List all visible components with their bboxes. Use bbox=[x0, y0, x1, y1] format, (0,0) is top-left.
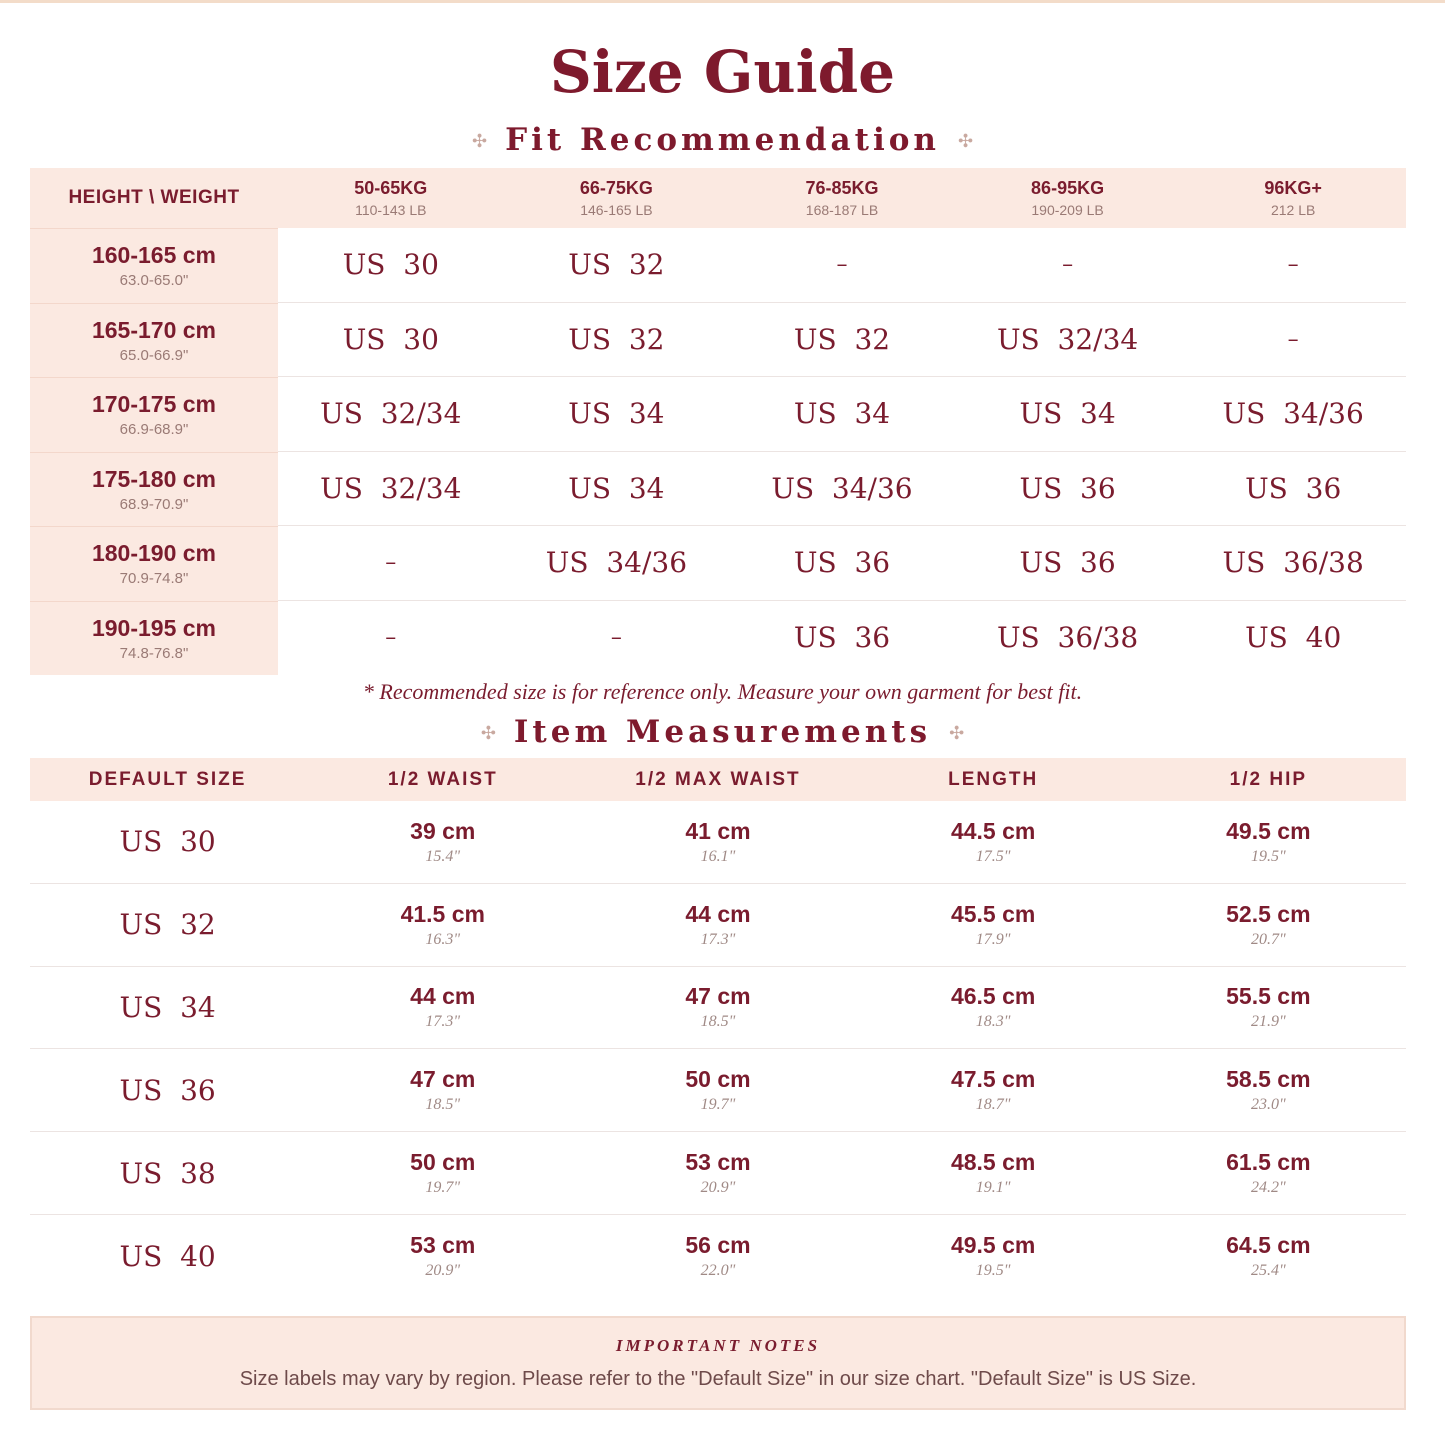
default-size-cell: US 38 bbox=[119, 1156, 216, 1190]
default-size-cell: US 40 bbox=[119, 1239, 216, 1273]
fit-table-row bbox=[30, 228, 1406, 303]
measurement-inches: 20.9" bbox=[700, 1179, 736, 1197]
fit-table-header bbox=[30, 168, 1406, 228]
measurement-inches: 16.1" bbox=[700, 847, 736, 865]
recommended-size-cell: US 32/34 bbox=[278, 452, 504, 527]
fit-table-body bbox=[30, 228, 1406, 675]
recommended-size-cell: US 36/38 bbox=[996, 621, 1139, 655]
recommended-size-cell: US 34/36 bbox=[729, 452, 955, 527]
weight-lb: 168-187 LB bbox=[805, 202, 879, 218]
measurements-table-body bbox=[30, 801, 1406, 1298]
measurement-inches: 16.3" bbox=[425, 930, 461, 948]
measurement-row bbox=[30, 1215, 1406, 1298]
measurement-cm: 46.5 cm bbox=[950, 983, 1036, 1010]
measurement-cm: 49.5 cm bbox=[1226, 817, 1311, 844]
measurement-cell bbox=[580, 1215, 855, 1298]
recommended-size-cell: US 36 bbox=[955, 526, 1181, 601]
default-size-cell: US 32 bbox=[119, 908, 216, 942]
measurement-cell bbox=[1131, 1049, 1406, 1131]
recommended-size-cell: US 34 bbox=[504, 377, 730, 452]
measurement-row bbox=[30, 884, 1406, 967]
measurements-table-header bbox=[30, 758, 1406, 801]
height-cell bbox=[30, 452, 278, 527]
measurement-cm: 50 cm bbox=[685, 1066, 751, 1093]
measurement-cm: 44 cm bbox=[685, 900, 751, 927]
measurement-cell bbox=[305, 884, 580, 966]
measurement-cm: 39 cm bbox=[410, 817, 476, 844]
measurement-cell bbox=[856, 884, 1131, 966]
measurement-inches: 22.0" bbox=[700, 1262, 736, 1280]
measurement-inches: 19.7" bbox=[700, 1096, 736, 1114]
fit-disclaimer-note: * Recommended size is for reference only. Measure your own garment for best fit. bbox=[362, 679, 1083, 704]
notes-body: Size labels may vary by region. Please refer to the "Default Size" in our size chart. "Default Size" is US Size. bbox=[239, 1367, 1197, 1390]
measurements-section-heading bbox=[0, 714, 1445, 750]
measurement-cm: 48.5 cm bbox=[950, 1149, 1036, 1176]
measurement-cm: 47 cm bbox=[410, 1066, 476, 1093]
measurement-cell bbox=[1131, 967, 1406, 1049]
recommended-size-cell: US 34 bbox=[955, 377, 1181, 452]
measurement-cm: 61.5 cm bbox=[1226, 1149, 1311, 1176]
ornament-icon: ✣ bbox=[471, 131, 488, 152]
weight-kg: 76-85KG bbox=[805, 178, 879, 198]
recommended-size-cell: US 32/34 bbox=[278, 377, 504, 452]
measurement-inches: 17.5" bbox=[975, 847, 1011, 865]
recommended-size-cell: US 36 bbox=[955, 452, 1181, 527]
default-size-cell: US 34 bbox=[119, 990, 216, 1024]
default-size-cell: US 36 bbox=[119, 1073, 216, 1107]
height-cell bbox=[30, 228, 278, 303]
item-measurements-table bbox=[30, 758, 1406, 1298]
measurement-cm: 58.5 cm bbox=[1226, 1066, 1311, 1093]
measurement-cell bbox=[580, 967, 855, 1049]
measurement-cm: 56 cm bbox=[685, 1232, 751, 1259]
measurement-cm: 47.5 cm bbox=[950, 1066, 1036, 1093]
measurement-cell bbox=[856, 1049, 1131, 1131]
measurement-cell bbox=[580, 1049, 855, 1131]
recommended-size-cell: – bbox=[1180, 228, 1406, 303]
height-cell bbox=[30, 601, 278, 676]
important-notes-box bbox=[30, 1316, 1406, 1410]
measurement-cell bbox=[305, 967, 580, 1049]
measurement-inches: 17.3" bbox=[425, 1013, 461, 1031]
measurement-row bbox=[30, 1049, 1406, 1132]
recommended-size-cell: US 34 bbox=[504, 452, 730, 527]
column-header: 1/2 HIP bbox=[1229, 768, 1308, 790]
measurement-cm: 64.5 cm bbox=[1226, 1232, 1311, 1259]
measurement-inches: 20.9" bbox=[425, 1262, 461, 1280]
measurement-cm: 47 cm bbox=[685, 983, 751, 1010]
measurement-inches: 17.3" bbox=[700, 930, 736, 948]
measurement-cell bbox=[305, 1049, 580, 1131]
measurement-cell bbox=[580, 801, 855, 883]
measurement-cm: 53 cm bbox=[410, 1232, 476, 1259]
measurement-cm: 44.5 cm bbox=[950, 817, 1036, 844]
recommended-size-cell: US 34 bbox=[729, 377, 955, 452]
recommended-size-cell: – bbox=[278, 526, 504, 601]
page-title: Size Guide bbox=[549, 38, 896, 106]
height-cm: 190-195 cm bbox=[91, 614, 217, 641]
weight-kg: 96KG+ bbox=[1264, 178, 1322, 198]
measurement-cm: 52.5 cm bbox=[1226, 900, 1311, 927]
measurements-section-title: Item Measurements bbox=[513, 714, 932, 750]
weight-column-header bbox=[278, 168, 504, 228]
measurement-inches: 20.7" bbox=[1250, 930, 1286, 948]
measurement-inches: 15.4" bbox=[425, 847, 461, 865]
recommended-size-cell: – bbox=[385, 625, 397, 651]
recommended-size-cell: US 32 bbox=[729, 303, 955, 378]
measurement-cm: 45.5 cm bbox=[950, 900, 1036, 927]
weight-column-header bbox=[504, 168, 730, 228]
height-cell bbox=[30, 526, 278, 601]
measurement-inches: 18.5" bbox=[425, 1096, 461, 1114]
recommended-size-cell: – bbox=[610, 625, 622, 651]
weight-kg: 50-65KG bbox=[354, 178, 428, 198]
measurement-cell bbox=[305, 1132, 580, 1214]
weight-lb: 110-143 LB bbox=[355, 202, 427, 218]
measurement-row bbox=[30, 801, 1406, 884]
recommended-size-cell: US 32/34 bbox=[955, 303, 1181, 378]
measurement-inches: 18.5" bbox=[700, 1013, 736, 1031]
fit-table-row bbox=[30, 303, 1406, 378]
recommended-size-cell: US 34/36 bbox=[504, 526, 730, 601]
height-weight-corner-label: HEIGHT \ WEIGHT bbox=[68, 187, 240, 208]
recommended-size-cell: US 30 bbox=[278, 303, 504, 378]
recommended-size-cell: – bbox=[729, 228, 955, 303]
fit-section-title: Fit Recommendation bbox=[505, 122, 940, 158]
measurement-cell bbox=[856, 1215, 1131, 1298]
fit-recommendation-table bbox=[30, 168, 1406, 675]
measurement-cell bbox=[856, 1132, 1131, 1214]
measurement-cell bbox=[305, 1215, 580, 1298]
measurement-cell bbox=[580, 1132, 855, 1214]
weight-lb: 146-165 LB bbox=[580, 202, 653, 218]
recommended-size-cell: US 36 bbox=[793, 621, 891, 655]
recommended-size-cell: US 36 bbox=[729, 526, 955, 601]
measurement-inches: 19.5" bbox=[1250, 847, 1286, 865]
ornament-icon: ✣ bbox=[957, 131, 974, 152]
fit-table-row bbox=[30, 526, 1406, 601]
measurement-cm: 55.5 cm bbox=[1226, 983, 1311, 1010]
weight-lb: 212 LB bbox=[1270, 202, 1316, 218]
weight-column-header bbox=[1180, 168, 1406, 228]
measurement-inches: 25.4" bbox=[1250, 1262, 1286, 1280]
measurement-inches: 19.7" bbox=[425, 1179, 461, 1197]
measurement-inches: 23.0" bbox=[1250, 1096, 1286, 1114]
weight-kg: 86-95KG bbox=[1031, 178, 1105, 198]
weight-column-header bbox=[729, 168, 955, 228]
height-cm: 160-165 cm bbox=[91, 242, 217, 269]
measurement-cm: 50 cm bbox=[410, 1149, 476, 1176]
recommended-size-cell: – bbox=[1180, 303, 1406, 378]
height-inches: 70.9-74.8" bbox=[119, 570, 189, 588]
fit-table-row bbox=[30, 601, 1406, 676]
height-inches: 74.8-76.8" bbox=[119, 644, 189, 662]
fit-table-row bbox=[30, 377, 1406, 452]
recommended-size-cell: US 30 bbox=[278, 228, 504, 303]
measurement-cm: 44 cm bbox=[410, 983, 476, 1010]
measurement-row bbox=[30, 967, 1406, 1050]
column-header: DEFAULT SIZE bbox=[88, 768, 247, 790]
measurement-inches: 24.2" bbox=[1250, 1179, 1286, 1197]
measurement-cell bbox=[1131, 801, 1406, 883]
recommended-size-cell: US 34/36 bbox=[1180, 377, 1406, 452]
weight-kg: 66-75KG bbox=[579, 178, 653, 198]
measurement-cell bbox=[856, 801, 1131, 883]
recommended-size-cell: – bbox=[955, 228, 1181, 303]
column-header: 1/2 MAX WAIST bbox=[635, 768, 801, 790]
measurement-cm: 53 cm bbox=[685, 1149, 751, 1176]
measurement-inches: 21.9" bbox=[1250, 1013, 1286, 1031]
height-cm: 180-190 cm bbox=[91, 540, 217, 567]
recommended-size-cell: US 36 bbox=[1180, 452, 1406, 527]
recommended-size-cell: US 36/38 bbox=[1180, 526, 1406, 601]
measurement-cm: 41.5 cm bbox=[400, 900, 485, 927]
height-inches: 63.0-65.0" bbox=[119, 272, 189, 290]
column-header: LENGTH bbox=[948, 768, 1039, 790]
fit-section-heading bbox=[0, 122, 1445, 158]
measurement-cell bbox=[856, 967, 1131, 1049]
measurement-inches: 19.1" bbox=[975, 1179, 1011, 1197]
measurement-cell bbox=[1131, 1215, 1406, 1298]
height-cm: 165-170 cm bbox=[91, 316, 217, 343]
measurement-inches: 18.7" bbox=[975, 1096, 1011, 1114]
height-inches: 65.0-66.9" bbox=[119, 346, 189, 364]
fit-table-row bbox=[30, 452, 1406, 527]
top-border-line bbox=[0, 0, 1445, 3]
measurement-cell bbox=[1131, 884, 1406, 966]
ornament-icon: ✣ bbox=[949, 723, 965, 744]
weight-column-header bbox=[955, 168, 1181, 228]
measurement-cell bbox=[305, 801, 580, 883]
height-cm: 170-175 cm bbox=[91, 391, 217, 418]
measurement-cell bbox=[1131, 1132, 1406, 1214]
recommended-size-cell: US 32 bbox=[504, 303, 730, 378]
column-header: 1/2 WAIST bbox=[387, 768, 498, 790]
recommended-size-cell: US 40 bbox=[1245, 621, 1342, 655]
height-cm: 175-180 cm bbox=[91, 465, 217, 492]
measurement-cm: 49.5 cm bbox=[950, 1232, 1036, 1259]
notes-title: IMPORTANT NOTES bbox=[615, 1335, 821, 1355]
measurement-cm: 41 cm bbox=[685, 817, 751, 844]
measurement-row bbox=[30, 1132, 1406, 1215]
recommended-size-cell: US 32 bbox=[504, 228, 730, 303]
default-size-cell: US 30 bbox=[119, 825, 216, 859]
measurement-inches: 18.3" bbox=[975, 1013, 1011, 1031]
height-cell bbox=[30, 303, 278, 378]
measurement-inches: 19.5" bbox=[975, 1262, 1011, 1280]
height-cell bbox=[30, 377, 278, 452]
ornament-icon: ✣ bbox=[480, 723, 496, 744]
measurement-inches: 17.9" bbox=[975, 930, 1011, 948]
height-inches: 68.9-70.9" bbox=[119, 495, 189, 513]
weight-lb: 190-209 LB bbox=[1031, 202, 1104, 218]
height-inches: 66.9-68.9" bbox=[119, 421, 189, 439]
measurement-cell bbox=[580, 884, 855, 966]
